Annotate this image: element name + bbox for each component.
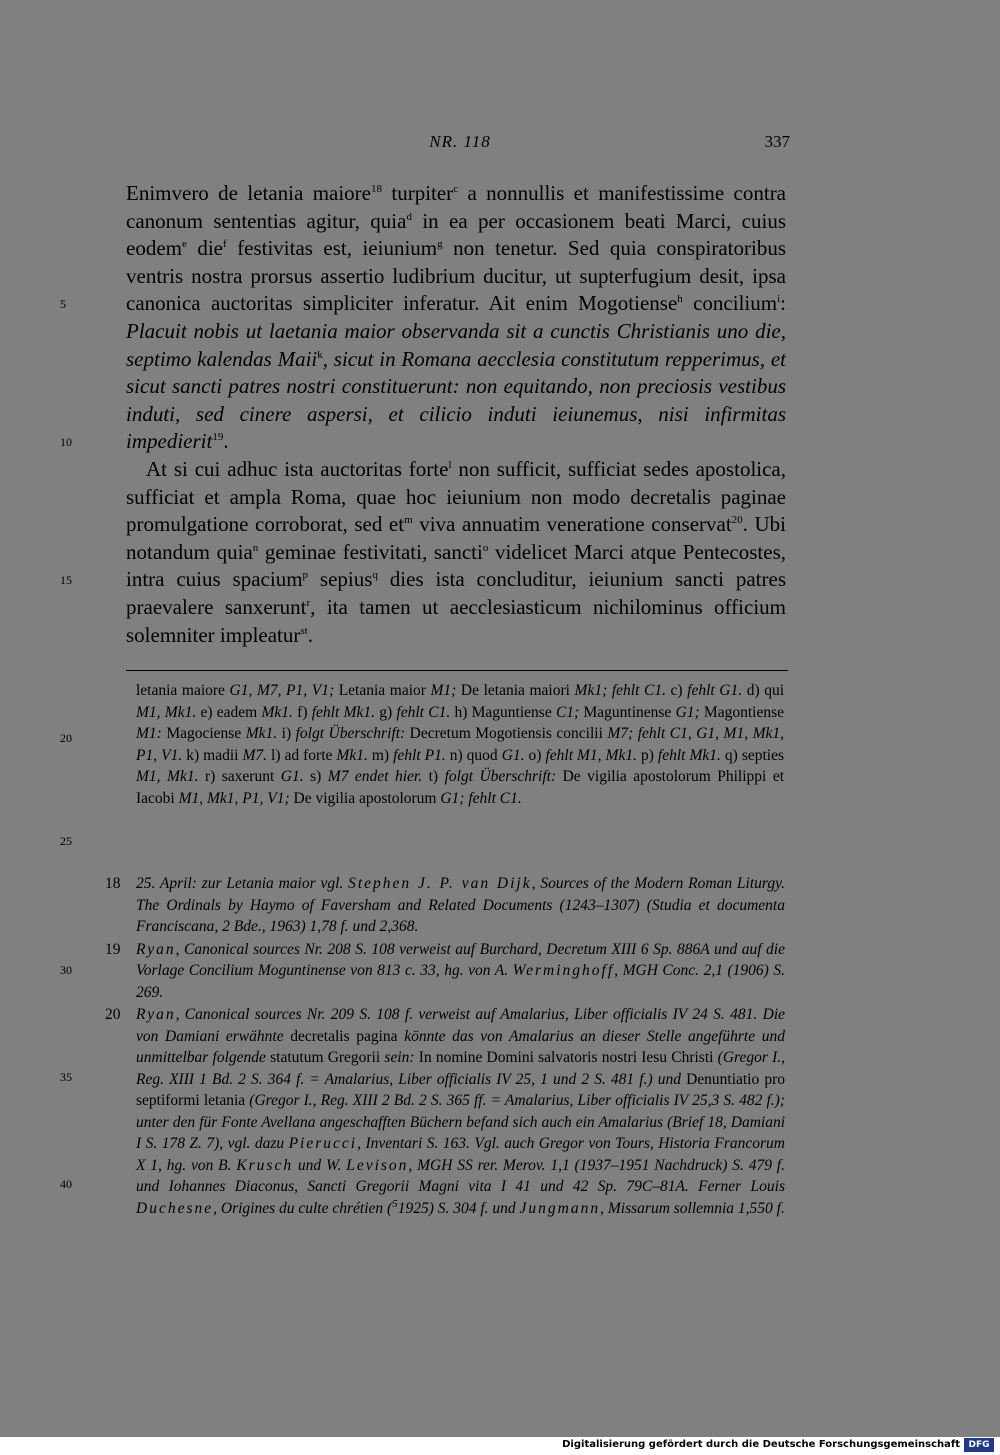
line-number: 5 [60,297,66,311]
paragraph-2: At si cui adhuc ista auctoritas forte$^l$ non sufficit, sufficiat sedes apostolica, sufficiat et ampla Roma, quae hoc ieiunium non modo decretalis paginae promulgatione corroborat, sed $et^m$ viva annuatim veneratione conservat$^{20}$. Ubi notandum quia$^n$ geminae festivitati, sancti$^o$ videlicet Marci atque Pentecostes, intra cuius spacium$^p$ sepius$^q$ dies ista concluditur, ieiunium sancti patres praevalere sanxerunt$^r$, ita tamen ut aecclesiasticum nichilominus officium solemniter impleatur$^{st}$. [126,456,787,647]
critical-apparatus: letania maiore G1, M7, P1, V1; Letania maior M1; De letania maiori Mk1; fehlt C1. c) fehlt G1. d) qui M1, Mk1. e) eadem Mk1. f) fehlt Mk1. g) fehlt C1. h) Maguntiense C1; Maguntinense G1; Magontiense M1: Magociense Mk1. i) folgt Überschrift: Decretum Mogotiensis concilii M7; fehlt C1, G1, M1, Mk1, P1, V1. k) madii M7. l) ad forte Mk1. m) fehlt P1. n) quod G1. o) fehlt M1, Mk1. p) fehlt Mk1. q) septies M1, Mk1. r) saxerunt G1. s) M7 endet hier. t) folgt Überschrift: De vigilia apostolorum Philippi et Iacobi M1, Mk1, P1, V1; De vigilia apostolorum G1; fehlt C1. [136,682,785,807]
line-number: 25 [60,834,72,848]
quotation: , sicut in Romana aecclesia constitutum repperimus, et sicut sancti patres nostri constituerunt: non equitando, non preciosis vestibus induti, sed cinere aspersi, et cilicio induti ieiunemus, nisi infirmitas impedierit [126,346,786,454]
quotation: Placuit nobis ut laetania maior observanda sit a cunctis Christianis uno die, septimo kalendas Maii [126,318,786,371]
funding-credit: Digitalisierung gefördert durch die Deutsche Forschungsgemeinschaft [562,1439,960,1450]
main-text [126,180,786,649]
line-number: 15 [60,573,72,587]
note-18: 18 25. April: zur Letania maior vgl. Stephen J. P. van Dijk, Sources of the Modern Roman Liturgy. The Ordinals by Haymo of Faversham and Related Documents (1243–1307) (Studia et documenta Franciscana, 2 Bde., 1963) 1,78 f. und 2,368. [105,875,786,935]
line-number: 30 [60,963,72,977]
line-number: 40 [60,1177,72,1191]
footnote-divider [126,670,788,671]
line-number: 10 [60,435,72,449]
line-number: 35 [60,1070,72,1084]
footer-bar [0,1437,1000,1455]
note-19: 19 Ryan, Canonical sources Nr. 208 S. 108 verweist auf Burchard, Decretum XIII 6 Sp. 886A und auf die Vorlage Concilium Moguntinense von 813 c. 33, hg. von A. Werminghoff, MGH Conc. 2,1 (1906) S. 269. [105,940,785,1001]
running-title: NR. 118 [429,132,491,151]
note-20: 20 Ryan, Canonical sources Nr. 209 S. 108 f. verweist auf Amalarius, Liber officialis IV 24 S. 481. Die von Damiani erwähnte decretalis pagina könnte das von Amalarius an dieser Stelle angeführte und unmittelbar folgende statutum Gregorii sein: In nomine Domini salvatoris nostri Iesu Christi (Gregor I., Reg. XIII 1 Bd. 2 S. 364 f. = Amalarius, Liber officialis IV 25, 1 und 2 S. 481 f.) und Denuntiatio pro septiformi letania (Gregor I., Reg. XIII 2 Bd. 2 S. 365 ff. = Amalarius, Liber officialis IV 25,3 S. 482 f.); unter den für Fonte Avellana angeschafften Büchern befand sich auch ein Amalarius (Brief 18, Damiani I S. 178 Z. 7), vgl. dazu Pierucci, Inventari S. 163. Vgl. auch Gregor von Tours, Historia Francorum X 1, hg. von B. Krusch und W. Levison, MGH SS rer. Merov. 1,1 (1937–1951 Nachdruck) S. 479 f. und Iohannes Diaconus, Sancti Gregorii Magni vita I 41 und 42 Sp. 79C–81A. Ferner Louis Duchesne, Origines du culte chrétien ($^5$1925) S. 304 f. und Jungmann, Missarum sollemnia 1,550 f. [105,1006,786,1217]
line-number: 20 [60,731,72,745]
dfg-logo[interactable]: DFG [964,1438,994,1452]
commentary-notes [105,873,785,1219]
paragraph-1: Enimvero de letania maiore$^{18}$ turpiter$^c$ a nonnullis et manifestissime contra canonum sententias agitur, quia$^d$ in ea per occasionem beati Marci, cuius eodem$^e$ die$^f$ festivitas est, ieiunium$^g$ non tenetur. Sed quia conspiratoribus ventris nostra prorsus assertio ludibrium ducitur, ut supterfugium desit, ipsa canonica auctoritas simpliciter inferatur. Ait enim Mogotiense$^h$ concilium$^i$: Placuit nobis ut laetania maior observanda sit a cunctis Christianis uno die, septimo kalendas Maii$^k$, sicut in Romana aecclesia constitutum repperimus, et sicut sancti patres nostri constituerunt: non equitando, non preciosis vestibus induti, sed cinere aspersi, et cilicio induti ieiunemus, nisi infirmitas impedierit$^{19}$. [126,181,787,454]
running-head [130,132,790,156]
page-number: 337 [764,132,790,151]
